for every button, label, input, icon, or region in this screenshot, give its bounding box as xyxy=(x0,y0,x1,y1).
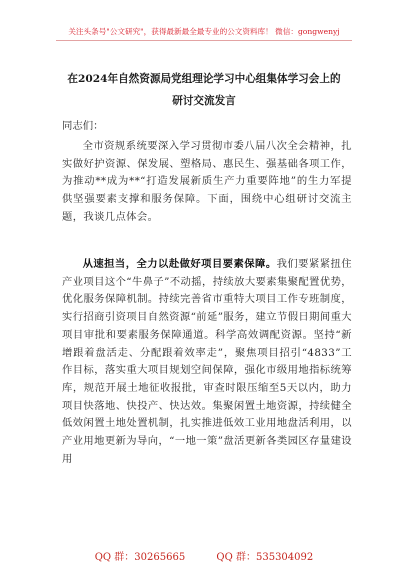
footer-qq-group-1: QQ 群：30265665 xyxy=(94,552,186,563)
document-title xyxy=(56,68,352,112)
header-banner: 关注头条号"公文研究"，获得最新最全最专业的公文资料库！ 微信：gongwenyj xyxy=(68,27,340,36)
paragraph-intro: 全市资规系统要深入学习贯彻市委八届八次全会精神，扎实做好护资源、保发展、塑格局、惠民生、强基础各项工作，为推动**成为**“打造发展新质生产力重要阵地”的生力军提供坚强要素支撑和服务保障。下面，围绕中心组研讨交流主题，我谈几点体会。 xyxy=(62,140,352,223)
title-line-1: 在2024年自然资源局党组理论学习中心组集体学习会上的 xyxy=(67,73,341,85)
paragraph-project-support xyxy=(62,256,352,468)
greeting: 同志们： xyxy=(62,120,104,132)
title-line-2: 研讨交流发言 xyxy=(172,95,236,107)
paragraph-lead-heading: 从速担当，全力以赴做好项目要素保障。 xyxy=(82,258,277,270)
footer-contact xyxy=(0,548,408,563)
header-divider xyxy=(56,40,352,41)
paragraph-body: 我们要紧紧扭住产业项目这个“牛鼻子”不动摇，持续放大要素集聚配置优势，优化服务保障机制。持续完善省市重特大项目工作专班制度，实行招商引资项目自然资源“前延”服务，建立节假日期间重大项目审批和要素服务保障通道。科学高效调配资源。坚持“新增跟着盘活走、分配跟着效率走”，聚焦项目招引“4833”工作目标，落实重大项目规划空间保障，强化市级用地指标统筹库，规范开展土地征收报批，审查时限压缩至5天以内，助力项目快落地、快投产、快达效。集聚闲置土地资源，持续健全低效闲置土地处置机制，扎实推进低效工业用地盘活利用，以产业用地更新为导向，“一地一策”盘活更新各类园区存量建设用 xyxy=(62,258,352,465)
footer-qq-group-2: QQ 群：535304092 xyxy=(216,552,314,563)
